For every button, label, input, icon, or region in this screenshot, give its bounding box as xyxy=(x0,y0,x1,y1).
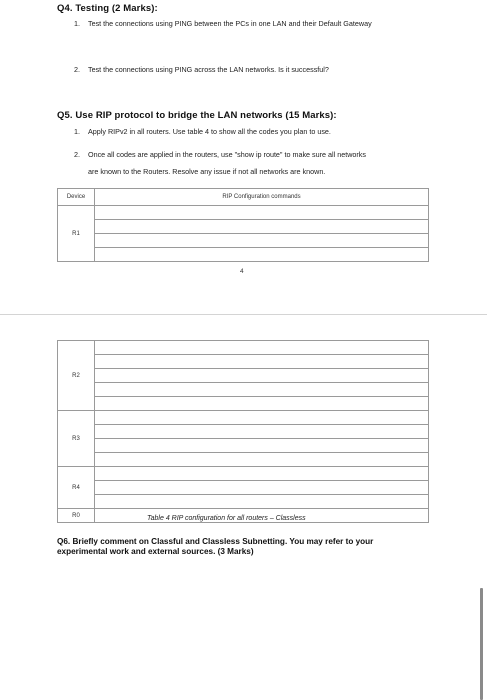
q5-item-1-text: Apply RIPv2 in all routers. Use table 4 to show all the codes you plan to use. xyxy=(88,127,331,136)
command-cell[interactable] xyxy=(95,397,429,411)
table-row xyxy=(58,383,429,397)
table-header-device: Device xyxy=(58,189,95,206)
table-header-commands: RIP Configuration commands xyxy=(95,189,429,206)
table-row xyxy=(58,439,429,453)
table-row xyxy=(58,248,429,262)
command-cell[interactable] xyxy=(95,467,429,481)
q4-heading: Q4. Testing (2 Marks): xyxy=(57,3,158,14)
q5-item-2-number: 2. xyxy=(74,150,80,159)
table-row xyxy=(58,234,429,248)
rip-table-page1 xyxy=(57,188,429,262)
table-row xyxy=(58,411,429,425)
table-row xyxy=(58,467,429,481)
page-divider xyxy=(0,314,487,315)
table-row xyxy=(58,369,429,383)
device-cell-r3: R3 xyxy=(58,411,95,467)
q4-item-1-text: Test the connections using PING between the PCs in one LAN and their Default Gateway xyxy=(88,19,372,28)
q5-item-1-number: 1. xyxy=(74,127,80,136)
q4-item-2-number: 2. xyxy=(74,65,80,74)
table-row xyxy=(58,397,429,411)
device-cell-r2: R2 xyxy=(58,341,95,411)
command-cell[interactable] xyxy=(95,369,429,383)
q6-heading xyxy=(57,537,373,557)
table-header-row xyxy=(58,189,429,206)
q4-item-2-text: Test the connections using PING across the LAN networks. Is it successful? xyxy=(88,65,329,74)
q4-item-2 xyxy=(74,65,329,74)
command-cell[interactable] xyxy=(95,248,429,262)
scrollbar-thumb[interactable] xyxy=(480,588,483,700)
command-cell[interactable] xyxy=(95,425,429,439)
command-cell[interactable] xyxy=(95,481,429,495)
page-number: 4 xyxy=(240,268,244,275)
q5-item-1 xyxy=(74,127,331,136)
q5-item-2-text: Once all codes are applied in the routers, use "show ip route" to make sure all networks xyxy=(88,150,366,159)
table-row xyxy=(58,481,429,495)
table-row xyxy=(58,206,429,220)
table-row xyxy=(58,355,429,369)
command-cell[interactable] xyxy=(95,411,429,425)
table-row xyxy=(58,495,429,509)
command-cell[interactable] xyxy=(95,206,429,220)
command-cell[interactable] xyxy=(95,234,429,248)
device-cell-r1: R1 xyxy=(58,206,95,262)
command-cell[interactable] xyxy=(95,453,429,467)
q5-item-2-continuation: are known to the Routers. Resolve any issue if not all networks are known. xyxy=(88,167,326,176)
q4-item-1 xyxy=(74,19,372,28)
rip-table-page2 xyxy=(57,340,429,523)
q6-line-1: Q6. Briefly comment on Classful and Classless Subnetting. You may refer to your xyxy=(57,537,374,546)
device-cell-r0: R0 xyxy=(58,509,95,523)
q5-item-2 xyxy=(74,150,366,159)
table-row xyxy=(58,220,429,234)
table-row xyxy=(58,425,429,439)
table-caption: Table 4 RIP configuration for all routers – Classless xyxy=(147,515,306,522)
command-cell[interactable] xyxy=(95,439,429,453)
table-row xyxy=(58,341,429,355)
command-cell[interactable] xyxy=(95,383,429,397)
command-cell[interactable] xyxy=(95,355,429,369)
q4-item-1-number: 1. xyxy=(74,19,80,28)
command-cell[interactable] xyxy=(95,495,429,509)
device-cell-r4: R4 xyxy=(58,467,95,509)
q5-heading: Q5. Use RIP protocol to bridge the LAN networks (15 Marks): xyxy=(57,110,337,121)
command-cell[interactable] xyxy=(95,341,429,355)
table-row xyxy=(58,453,429,467)
q6-line-2: experimental work and external sources. (3 Marks) xyxy=(57,547,254,556)
command-cell[interactable] xyxy=(95,220,429,234)
